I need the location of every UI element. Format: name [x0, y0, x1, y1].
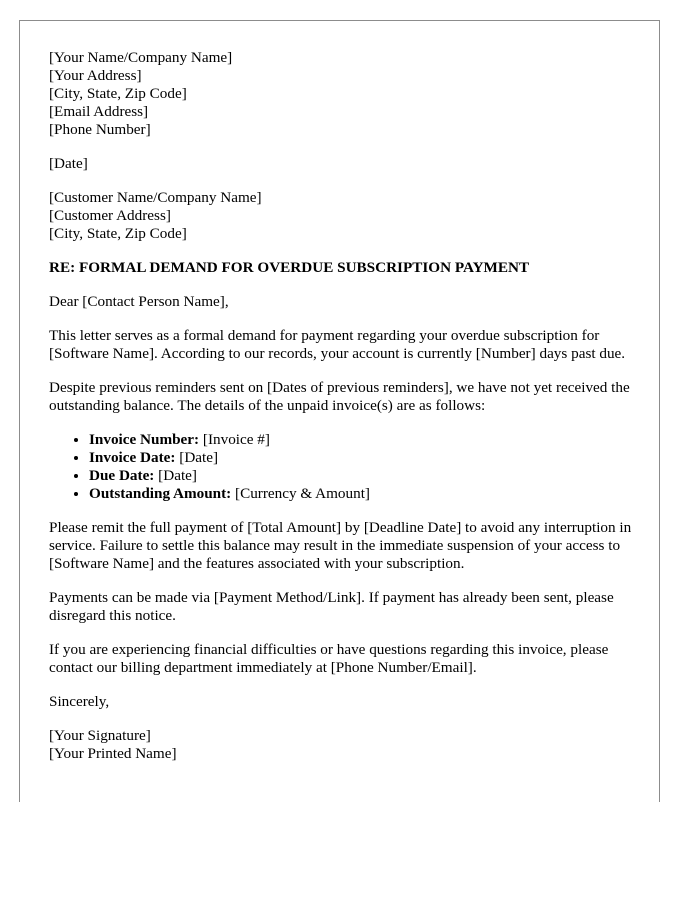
sender-name: [Your Name/Company Name] [49, 49, 233, 66]
sender-address: [Your Address] [49, 67, 142, 84]
paragraph-payment: Payments can be made via [Payment Method/Link]. If payment has already been sent, please disregard this notice. [49, 589, 614, 624]
detail-value: [Date] [154, 467, 197, 484]
date-block [49, 155, 637, 173]
sender-block [49, 49, 637, 139]
paragraph-reminders: Despite previous reminders sent on [Dates of previous reminders], we have not yet received the outstanding balance. The details of the unpaid invoice(s) are as follows: [49, 379, 630, 414]
detail-label: Invoice Date: [89, 449, 176, 466]
salutation: Dear [Contact Person Name], [49, 293, 229, 310]
detail-label: Due Date: [89, 467, 155, 484]
detail-value: [Date] [175, 449, 219, 466]
list-item [89, 449, 637, 467]
sender-email: [Email Address] [49, 103, 149, 120]
signature: [Your Signature] [49, 727, 151, 744]
sender-phone: [Phone Number] [49, 121, 151, 138]
paragraph-contact: If you are experiencing financial difficulties or have questions regarding this invoice, please contact our billing department immediately at [Phone Number/Email]. [49, 641, 609, 676]
detail-label: Invoice Number: [89, 431, 200, 448]
paragraph-intro: This letter serves as a formal demand for payment regarding your overdue subscription for [Software Name]. According to our records, your account is currently [Number] days past due. [49, 327, 626, 362]
list-item [89, 485, 637, 503]
recipient-name: [Customer Name/Company Name] [49, 189, 262, 206]
detail-value: [Invoice #] [199, 431, 270, 448]
detail-label: Outstanding Amount: [89, 485, 232, 502]
list-item [89, 431, 637, 449]
recipient-block [49, 189, 637, 243]
letter-content [49, 49, 637, 779]
closing: Sincerely, [49, 693, 110, 710]
signature-block [49, 727, 637, 763]
paragraph-remit: Please remit the full payment of [Total Amount] by [Deadline Date] to avoid any interruption in service. Failure to settle this balance may result in the immediate suspension of your access to [Software Name] and the features associated with your subscription. [49, 519, 632, 572]
invoice-details-list [49, 431, 637, 503]
sender-city-state-zip: [City, State, Zip Code] [49, 85, 187, 102]
recipient-city-state-zip: [City, State, Zip Code] [49, 225, 187, 242]
detail-value: [Currency & Amount] [231, 485, 370, 502]
list-item [89, 467, 637, 485]
letter-page [19, 20, 660, 802]
letter-date: [Date] [49, 155, 88, 172]
subject-line: RE: FORMAL DEMAND FOR OVERDUE SUBSCRIPTION PAYMENT [49, 259, 530, 276]
printed-name: [Your Printed Name] [49, 745, 177, 762]
recipient-address: [Customer Address] [49, 207, 171, 224]
